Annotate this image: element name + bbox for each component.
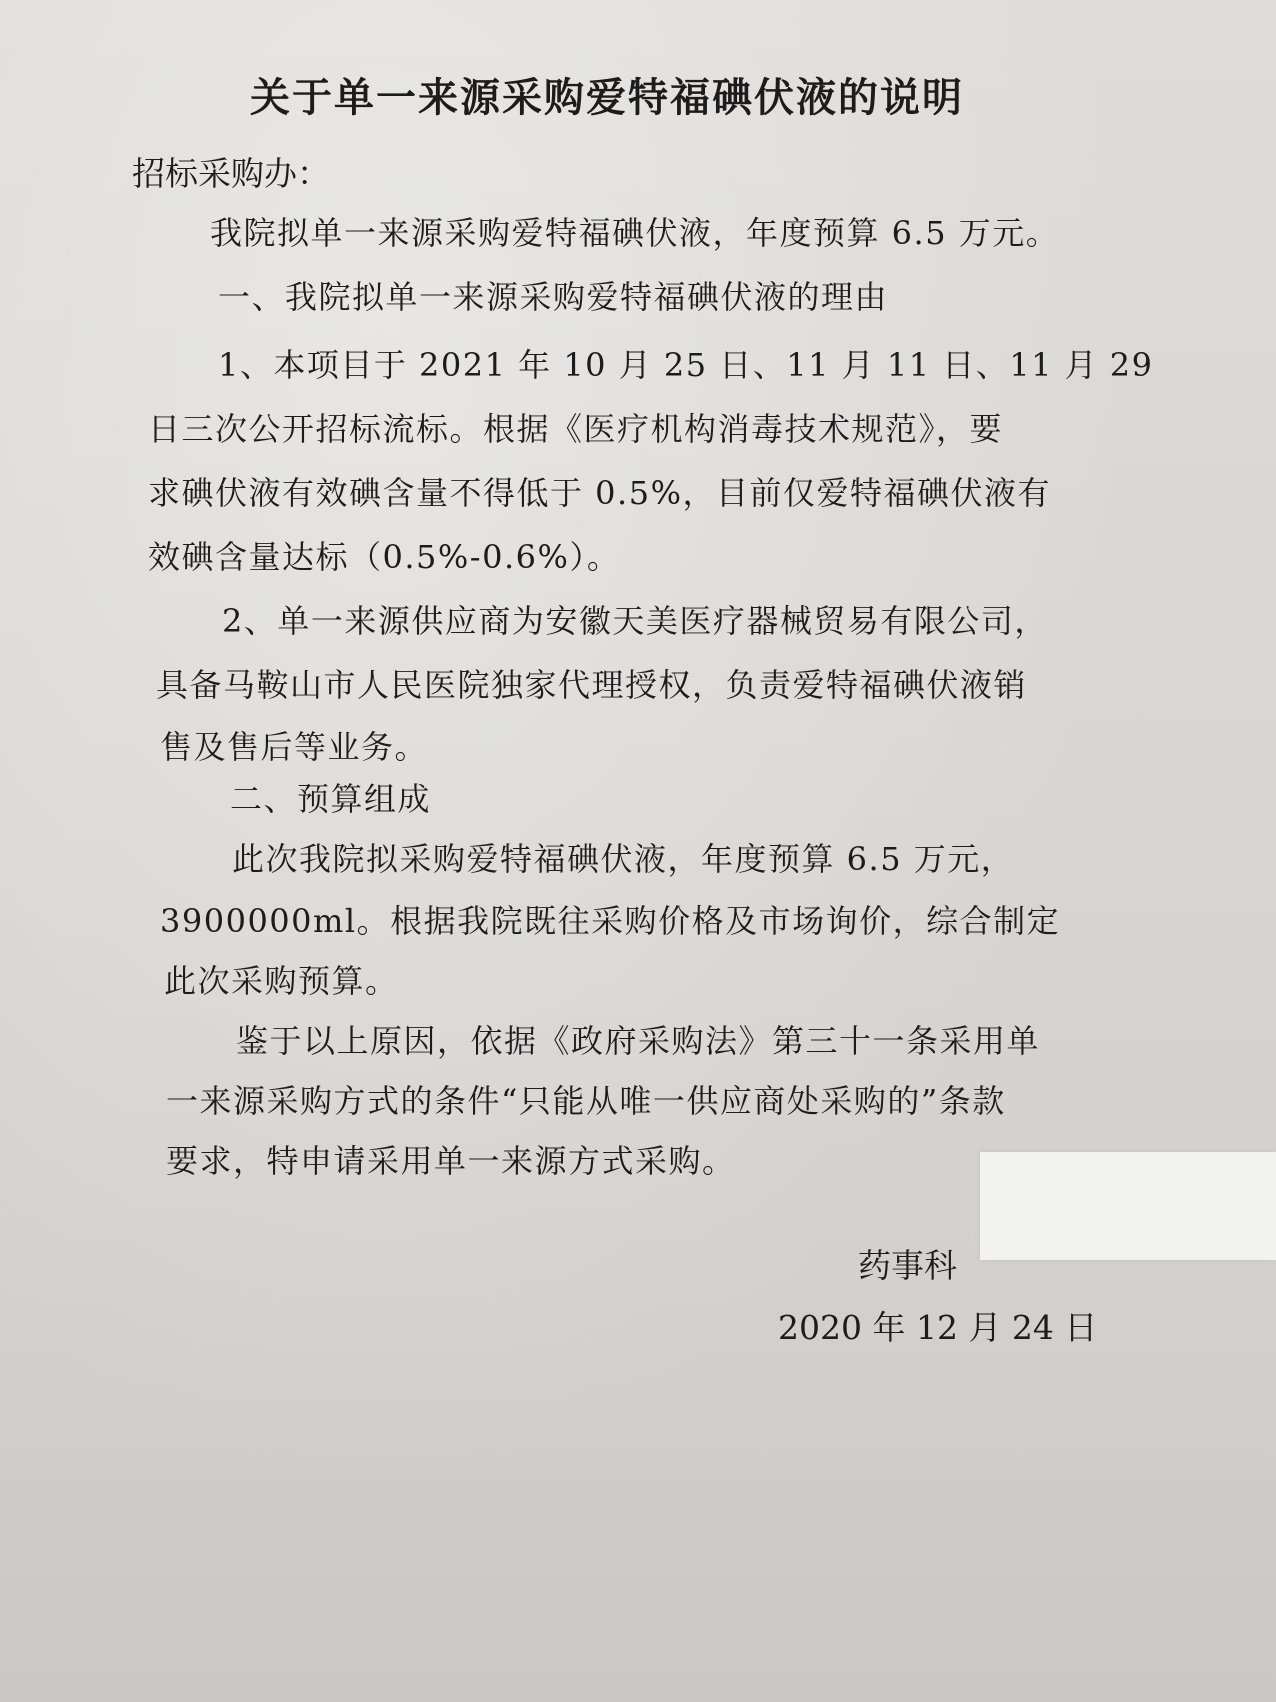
paragraph-line: 售及售后等业务。 [160, 728, 429, 766]
paragraph-line: 2、单一来源供应商为安徽天美医疗器械贸易有限公司， [222, 602, 1048, 640]
document-title: 关于单一来源采购爱特福碘伏液的说明 [250, 75, 964, 121]
signature-date: 2020 年 12 月 24 日 [778, 1308, 1098, 1347]
section-heading: 一、我院拟单一来源采购爱特福碘伏液的理由 [218, 278, 889, 316]
paragraph-line: 要求，特申请采用单一来源方式采购。 [166, 1142, 736, 1180]
redaction-patch [980, 1152, 1276, 1260]
paragraph-line: 此次我院拟采购爱特福碘伏液，年度预算 6.5 万元， [232, 840, 1015, 878]
section-heading: 二、预算组成 [230, 780, 432, 818]
signature-department: 药事科 [858, 1246, 957, 1285]
paragraph-line: 此次采购预算。 [164, 962, 399, 1000]
paragraph-line: 鉴于以上原因，依据《政府采购法》第三十一条采用单 [236, 1022, 1041, 1060]
salutation: 招标采购办： [132, 154, 330, 193]
paragraph-line: 一来源采购方式的条件“只能从唯一供应商处采购的”条款 [166, 1082, 1006, 1120]
paragraph-line: 3900000ml。根据我院既往采购价格及市场询价，综合制定 [160, 902, 1061, 940]
paragraph-line: 具备马鞍山市人民医院独家代理授权，负责爱特福碘伏液销 [156, 666, 1028, 704]
paragraph-line: 1、本项目于 2021 年 10 月 25 日、11 月 11 日、11 月 29 [218, 346, 1154, 384]
paragraph-line: 求碘伏液有效碘含量不得低于 0.5%，目前仅爱特福碘伏液有 [148, 474, 1051, 512]
paragraph-line: 日三次公开招标流标。根据《医疗机构消毒技术规范》，要 [148, 410, 1004, 448]
paragraph-line: 我院拟单一来源采购爱特福碘伏液，年度预算 6.5 万元。 [210, 214, 1060, 252]
paragraph-line: 效碘含量达标（0.5%-0.6%）。 [148, 538, 621, 576]
